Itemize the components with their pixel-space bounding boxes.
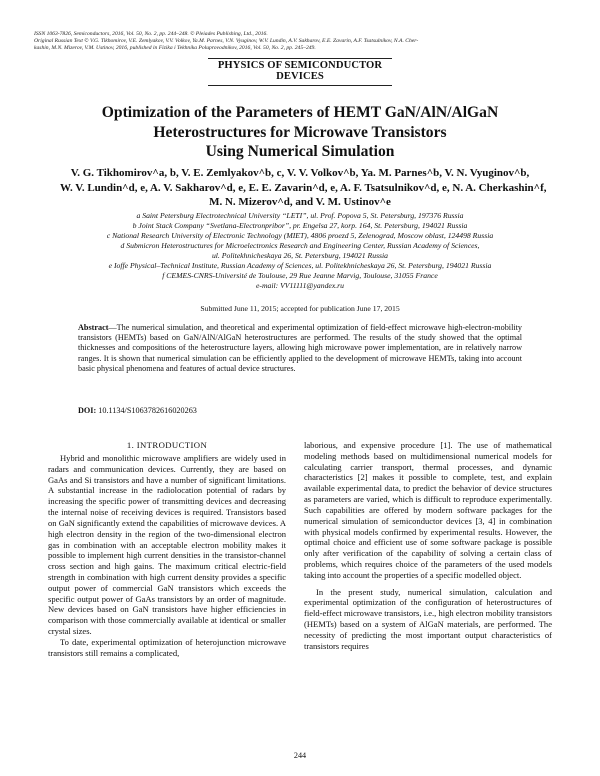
email[interactable]: e-mail: VV11111@yandex.ru <box>255 280 345 290</box>
body-column-left <box>48 453 286 658</box>
journal-header <box>34 31 574 53</box>
header-line: kashin, M.N. Mizerov, V.M. Ustinov, 2016, published in Fizika i Tekhnika Poluprovodnikov, 2016, Vol. 50, No. 2, pp. 245–249. <box>34 45 316 52</box>
abstract-text: —The numerical simulation, and theoretical and experimental optimization of field-effect microwave high-electron-mobility transistors (HEMTs) based on GaN/AlN/AlGaN heterostructures are performed. The results of the study showed that the optimal thicknesses and compositions of the heterostructure layers, allowing high microwave power implementation, are in relatively narrow ranges. It is shown that numerical simulation can be efficiently applied to the development of microwave HEMTs, taking into account basic physical phenomena and features of actual device structures. <box>78 323 522 373</box>
paragraph: Hybrid and monolithic microwave amplifiers are widely used in radars and communication devices. Currently, they are based on GaAs and Si transistors and have a number of significant limitations. A substantial increase in the radiolocation potential of radars by increasing the specific power of transmitting devices and decreasing the internal noise of receiving devices is required. Transistors based on GaN significantly extend the capabilities of microwave devices. A high electron density in the region of the two-dimensional electron gas in combination with an acceptable electron mobility makes it possible to implement high current densities in the transistor-channel cross section and high gains. The maximum critical electric-field strength in combination with high current density provides a specific output power of commercial GaN transistors which exceeds the specific output power of GaAs transistors by an order of magnitude. New devices based on GaN transistors have higher efficiencies in comparison with those commercially available at identical or smaller crystal sizes. <box>48 453 286 636</box>
title-line: Using Numerical Simulation <box>205 143 395 161</box>
header-line: ISSN 1063-7826, Semiconductors, 2016, Vol. 50, No. 2, pp. 244–248. © Pleiades Publishing, Ltd., 2016. <box>34 31 268 37</box>
affiliation: d Submicron Heterostructures for Microelectronics Research and Engineering Center, Russian Academy of Sciences, <box>120 240 480 250</box>
section-title-line2: DEVICES <box>276 71 324 82</box>
abstract <box>78 323 522 374</box>
affiliation: e Ioffe Physical–Technical Institute, Russian Academy of Sciences, ul. Politekhnicheskaya 26, St. Petersburg, 194021 Russia <box>108 260 492 270</box>
section-heading-introduction: 1. INTRODUCTION <box>126 440 208 450</box>
title-line: Optimization of the Parameters of HEMT GaN/AlN/AlGaN <box>101 104 499 121</box>
author-list <box>60 166 547 210</box>
section-title-line1: PHYSICS OF SEMICONDUCTOR <box>217 60 383 71</box>
doi-link[interactable]: 10.1134/S1063782616020263 <box>96 406 197 415</box>
author-line: M. N. Mizerov^d, and V. M. Ustinov^e <box>209 196 391 209</box>
affiliation: b Joint Stack Company “Svetlana-Electronpribor”, pr. Engelsa 27, korp. 164, St. Petersburg, 194021 Russia <box>132 220 468 230</box>
header-line: Original Russian Text © V.G. Tikhomirov, V.E. Zemlyakov, V.V. Volkov, Ya.M. Parnes, V.N. Vyuginov, W.V. Lundin, A.V. Sakharov, E.E. Zavarin, A.F. Tsatsulnikov, N.A. Cher- <box>34 38 419 45</box>
abstract-label: Abstract <box>78 323 109 332</box>
paragraph: In the present study, numerical simulation, calculation and experimental optimization of the configuration of heterostructures of field-effect microwave transistors, i.e., high electron mobility transistors (HEMTs) based on a system of AlGaN materials, are performed. The necessity of predicting the most important output characteristics of transistors requires <box>304 586 552 651</box>
affiliation: f CEMES-CNRS-Université de Toulouse, 29 Rue Jeanne Marvig, Toulouse, 31055 France <box>162 270 438 280</box>
section-rule-top <box>208 58 392 59</box>
author-line: W. V. Lundin^d, e, A. V. Sakharov^d, e, E. E. Zavarin^d, e, A. F. Tsatsulnikov^d, e, N. A. Cherkashin^f, <box>60 181 547 194</box>
paper-title <box>60 103 540 162</box>
submission-dates: Submitted June 11, 2015; accepted for publication June 17, 2015 <box>200 304 400 313</box>
section-rule-bottom <box>208 85 392 86</box>
paragraph: To date, experimental optimization of heterojunction microwave transistors still remains a complicated, <box>48 636 286 658</box>
author-line: V. G. Tikhomirov^a, b, V. E. Zemlyakov^b, c, V. V. Volkov^b, Ya. M. Parnes^b, V. N. Vyuginov^b, <box>70 167 530 179</box>
affiliations <box>40 211 560 291</box>
affiliation: ul. Politekhnicheskaya 26, St. Petersburg, 194021 Russia <box>211 250 389 260</box>
title-line: Heterostructures for Microwave Transistors <box>153 123 447 141</box>
affiliation: a Saint Petersburg Electrotechnical University “LETI”, ul. Prof. Popova 5, St. Petersburg, 197376 Russia <box>136 211 464 220</box>
body-column-right <box>304 440 552 651</box>
doi <box>78 406 197 415</box>
paragraph: laborious, and expensive procedure [1]. The use of mathematical modeling methods based on multidimensional numerical models for calculating carrier transport, thermal processes, and dynamic characteristics [2] makes it possible to complete, test, and explain available experimental data, to predict the behavior of device structures as parameters are varied, which is difficult to reproduce experimentally. Such capabilities are offered by modern software packages for the numerical simulation of semiconductor devices [3, 4] in combination with physical models confirmed by experimental results. However, the optimal choice and efficient use of some software package is possible only after verification of the capability of solving a certain class of problems, which requires choice of the parameters of the used models taking into account the properties of a specific modelled object. <box>304 440 552 580</box>
doi-label: DOI: <box>78 406 97 415</box>
affiliation: c National Research University of Electronic Technology (MIET), 4806 proezd 5, Zelenograd, Moscow oblast, 124498 Russia <box>106 230 494 240</box>
page-number: 244 <box>293 751 307 760</box>
